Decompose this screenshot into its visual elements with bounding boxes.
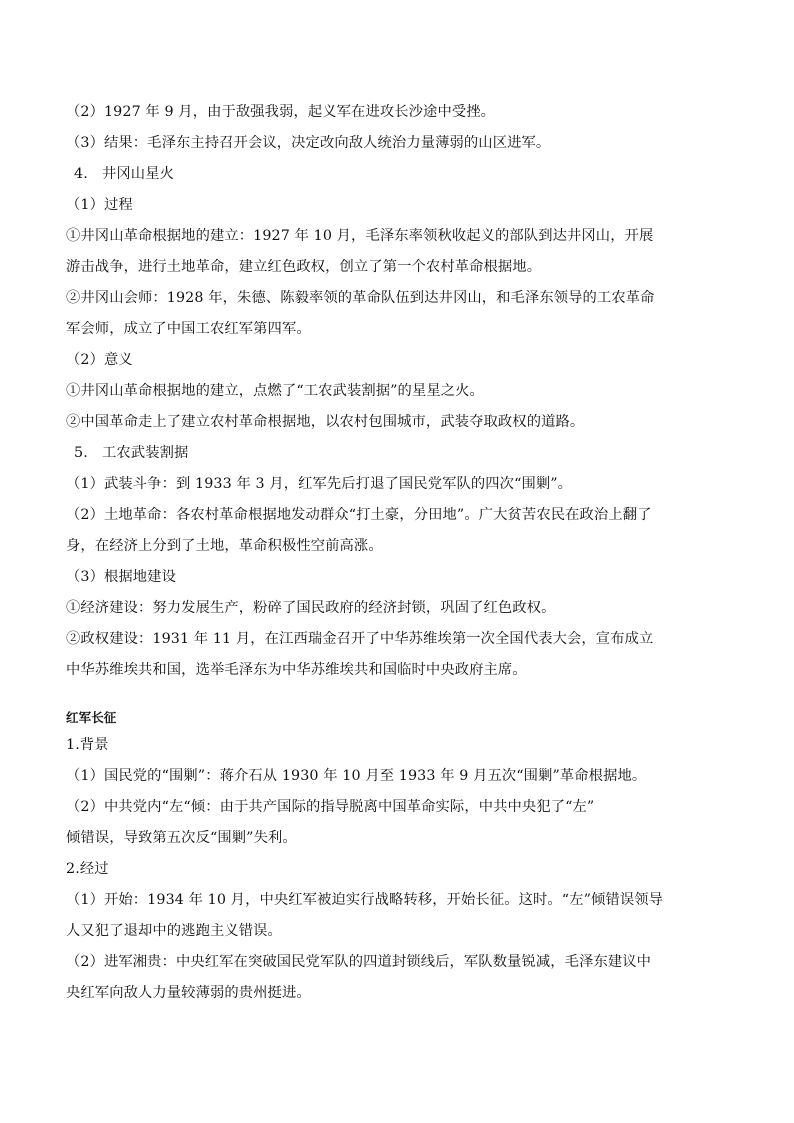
paragraph-line: （1）开始：1934 年 10 月，中央红军被迫实行战略转移，开始长征。这时。“左”倾错误领导 [66,892,664,908]
section-heading-5 [74,443,188,463]
section-number: 5. [74,445,88,461]
paragraph-line: 身，在经济上分到了土地，革命积极性空前高涨。 [66,538,383,554]
paragraph-line: 央红军向敌人力量较薄弱的贵州挺进。 [66,985,311,1001]
paragraph-line: （2）进军湘贵：中央红军在突破国民党军队的四道封锁线后，军队数量锐减，毛泽东建议中 [66,954,652,970]
paragraph-line: ①井冈山革命根据地的建立：1927 年 10 月，毛泽东率领秋收起义的部队到达井冈山，开展 [66,228,654,244]
section-title: 红军长征 [66,710,117,725]
paragraph-line: （1）国民党的“围剿”：蒋介石从 1930 年 10 月至 1933 年 9 月五次“围剿”革命根据地。 [66,768,647,784]
section-number: 4. [74,166,88,182]
subheading: 1.背景 [66,737,109,753]
section-title: 井冈山星火 [102,166,174,182]
paragraph-line: （1）武装斗争：到 1933 年 3 月，红军先后打退了国民党军队的四次“围剿”。 [66,476,573,492]
subheading: （3）根据地建设 [66,569,176,585]
paragraph-line: ①井冈山革命根据地的建立，点燃了“工农武装割据”的星星之火。 [66,383,484,399]
section-heading-4 [74,164,174,184]
paragraph-line: 人又犯了退却中的逃跑主义错误。 [66,923,282,939]
paragraph-line: 倾错误，导致第五次反“围剿”失利。 [66,830,297,846]
paragraph-line: （2）土地革命：各农村革命根据地发动群众“打土豪，分田地”。广大贫苦农民在政治上翻了 [66,507,652,523]
paragraph-line: 游击战争，进行土地革命，建立红色政权，创立了第一个农村革命根据地。 [66,259,542,275]
paragraph-line: （2）中共党内“左“倾：由于共产国际的指导脱离中国革命实际，中共中央犯了“左” [66,799,595,815]
paragraph-line: ②井冈山会师：1928 年，朱德、陈毅率领的革命队伍到达井冈山，和毛泽东领导的工农革命 [66,290,655,306]
paragraph-line: （2）1927 年 9 月，由于敌强我弱，起义军在进攻长沙途中受挫。 [66,104,496,120]
paragraph-line: 中华苏维埃共和国，选举毛泽东为中华苏维埃共和国临时中央政府主席。 [66,662,527,678]
subheading: 2.经过 [66,861,109,877]
paragraph-line: 军会师，成立了中国工农红军第四军。 [66,321,311,337]
section-title: 工农武装割据 [102,445,189,461]
subheading: （2）意义 [66,352,133,368]
paragraph-line: ②中国革命走上了建立农村革命根据地，以农村包围城市，武装夺取政权的道路。 [66,414,585,430]
paragraph-line: ①经济建设：努力发展生产，粉碎了国民政府的经济封锁，巩固了红色政权。 [66,600,556,616]
subheading: （1）过程 [66,197,133,213]
paragraph-line: （3）结果：毛泽东主持召开会议，决定改向敌人统治力量薄弱的山区进军。 [66,135,551,151]
paragraph-line: ②政权建设：1931 年 11 月，在江西瑞金召开了中华苏维埃第一次全国代表大会，宣布成立 [66,631,654,647]
